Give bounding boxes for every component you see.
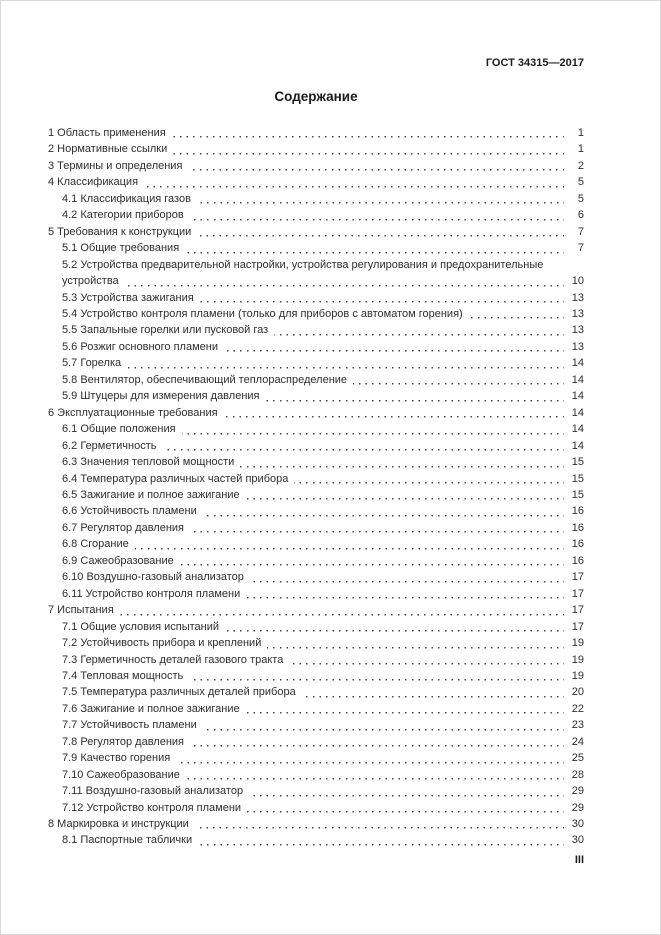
toc-entry [62,701,584,717]
toc-entry-page: 13 [567,339,584,355]
toc-entry-page: 15 [567,471,584,487]
toc-entry-title: 5.6 Розжиг основного пламени [62,341,224,353]
toc-entry [48,405,584,421]
toc-entry-page: 29 [567,783,584,799]
toc-entry [62,536,584,552]
toc-entry-title: 2 Нормативные ссылки [48,143,173,155]
toc-entry [62,668,584,684]
toc-entry-title: 6.6 Устойчивость пламени [62,505,203,517]
toc-entry [62,800,584,816]
toc-entry-page: 14 [567,421,584,437]
toc-entry-page: 14 [567,388,584,404]
page-number: III [574,853,584,866]
toc-entry-page: 22 [567,701,584,717]
toc-entry [48,125,584,141]
toc-entry-page: 17 [567,602,584,618]
toc-entry [62,652,584,668]
toc-entry [62,783,584,799]
toc-entry [62,306,584,322]
toc-entry-page: 13 [567,290,584,306]
toc-entry [62,257,584,290]
toc-entry [62,734,584,750]
toc-entry [48,224,584,240]
toc-entry-page: 2 [573,158,584,174]
toc-entry-title: 4.1 Классификация газов [62,193,197,205]
toc-entry-page: 14 [567,438,584,454]
toc-entry-title: 6.9 Сажеобразование [62,555,180,567]
toc-entry-page: 7 [573,240,584,256]
toc-entry-title: 5.3 Устройства зажигания [62,292,200,304]
toc-entry [62,503,584,519]
toc-entry-page: 28 [567,767,584,783]
toc-entry-page: 7 [573,224,584,240]
toc-entry-title: 7.2 Устойчивость прибора и креплений [62,637,267,649]
toc-entry-title: 7.12 Устройство контроля пламени [62,802,247,814]
toc-entry [48,158,584,174]
toc-entry [62,207,584,223]
toc-entry [48,174,584,190]
toc-entry [62,471,584,487]
doc-code: ГОСТ 34315—2017 [485,57,584,69]
page-title: Содержание [274,89,358,104]
toc-entry [62,520,584,536]
toc-entry-title: 8.1 Паспортные таблички [62,834,198,846]
toc-entry-title: 6.2 Герметичность [62,440,163,452]
toc-entry-page: 5 [573,174,584,190]
toc-entry [62,372,584,388]
toc-entry-page: 29 [567,800,584,816]
toc-entry-title: 3 Термины и определения [48,160,188,172]
toc-entry-page: 10 [567,273,584,289]
toc-entry-page: 19 [567,652,584,668]
toc-entry-title: 7.11 Воздушно-газовый анализатор [62,785,249,797]
toc-entry [62,635,584,651]
toc-entry-title: 6.3 Значения тепловой мощности [62,456,240,468]
toc-entry-title: 7 Испытания [48,604,120,616]
toc-entry-title: 5 Требования к конструкции [48,226,197,238]
toc-entry [62,191,584,207]
toc-entry-title: 5.7 Горелка [62,357,127,369]
toc-entry-title: 7.6 Зажигание и полное зажигание [62,703,246,715]
toc-entry-page: 16 [567,536,584,552]
toc-entry [62,569,584,585]
toc-entry [62,322,584,338]
toc-entry-title: 5.5 Запальные горелки или пусковой газ [62,324,274,336]
toc-entry [62,421,584,437]
toc-entry-title: 7.8 Регулятор давления [62,736,190,748]
toc-entry-page: 14 [567,405,584,421]
toc-entry-title: 7.5 Температура различных деталей прибора [62,686,302,698]
toc-entry [62,553,584,569]
toc-entry-title: 5.8 Вентилятор, обеспечивающий теплораспределение [62,374,353,386]
toc-entry-title: 6.5 Зажигание и полное зажигание [62,489,246,501]
toc-entry-title: 6.4 Температура различных частей прибора [62,473,294,485]
toc-entry-title: 1 Область применения [48,127,172,139]
toc-entry [62,684,584,700]
toc-entry-page: 14 [567,355,584,371]
toc-entry-page: 19 [567,668,584,684]
toc-entry [62,454,584,470]
toc-entry-title: 5.9 Штуцеры для измерения давления [62,390,266,402]
toc-entry [62,832,584,848]
toc-entry-title: 5.2 Устройства предварительной настройки, устройства регулирования и предохранительные устройства [62,258,544,288]
toc-entry [62,388,584,404]
toc-entry [62,339,584,355]
toc-entry-page: 17 [567,619,584,635]
toc-entry-page: 19 [567,635,584,651]
toc-entry-title: 5.4 Устройство контроля пламени (только для приборов с автоматом горения) [62,308,469,320]
toc-entry-title: 8 Маркировка и инструкции [48,818,195,830]
toc-entry-page: 6 [573,207,584,223]
toc-entry-page: 17 [567,586,584,602]
toc-entry-title: 7.9 Качество горения [62,752,176,764]
toc-entry-page: 25 [567,750,584,766]
toc-entry-title: 6.11 Устройство контроля пламени [62,588,246,600]
toc-entry-page: 24 [567,734,584,750]
toc-entry [62,355,584,371]
table-of-contents [48,125,584,849]
toc-entry-page: 14 [567,372,584,388]
toc-entry-title: 6.7 Регулятор давления [62,522,190,534]
toc-entry-page: 16 [567,520,584,536]
toc-entry [62,717,584,733]
toc-entry-page: 17 [567,569,584,585]
toc-entry [48,141,584,157]
toc-entry [62,487,584,503]
toc-entry-page: 13 [567,306,584,322]
toc-entry-page: 1 [573,141,584,157]
toc-entry-page: 30 [567,816,584,832]
toc-entry-page: 1 [573,125,584,141]
toc-entry-title: 6.1 Общие положения [62,423,182,435]
toc-entry-title: 6 Эксплуатационные требования [48,407,224,419]
toc-entry-page: 15 [567,454,584,470]
toc-entry [62,619,584,635]
toc-entry [62,438,584,454]
toc-entry-title: 7.4 Тепловая мощность [62,670,189,682]
toc-entry-title: 7.7 Устойчивость пламени [62,719,203,731]
toc-entry-page: 20 [567,684,584,700]
toc-entry-page: 5 [573,191,584,207]
toc-entry [62,240,584,256]
toc-entry [62,767,584,783]
toc-entry [48,816,584,832]
toc-entry-page: 16 [567,553,584,569]
toc-entry [62,750,584,766]
toc-entry-title: 6.8 Сгорание [62,538,135,550]
toc-entry-title: 7.10 Сажеобразование [62,769,186,781]
toc-entry-title: 6.10 Воздушно-газовый анализатор [62,571,250,583]
toc-entry-page: 30 [567,832,584,848]
toc-entry [62,586,584,602]
toc-entry [48,602,584,618]
toc-entry-title: 4 Классификация [48,176,144,188]
toc-entry-title: 4.2 Категории приборов [62,209,190,221]
document-header [48,56,584,70]
document-footer [48,853,584,867]
toc-entry-page: 23 [567,717,584,733]
toc-entry-page: 16 [567,503,584,519]
toc-entry [62,290,584,306]
toc-entry-page: 15 [567,487,584,503]
toc-entry-title: 7.3 Герметичность деталей газового тракта [62,654,289,666]
toc-entry-page: 13 [567,322,584,338]
toc-entry-title: 7.1 Общие условия испытаний [62,621,225,633]
toc-entry-title: 5.1 Общие требования [62,242,185,254]
